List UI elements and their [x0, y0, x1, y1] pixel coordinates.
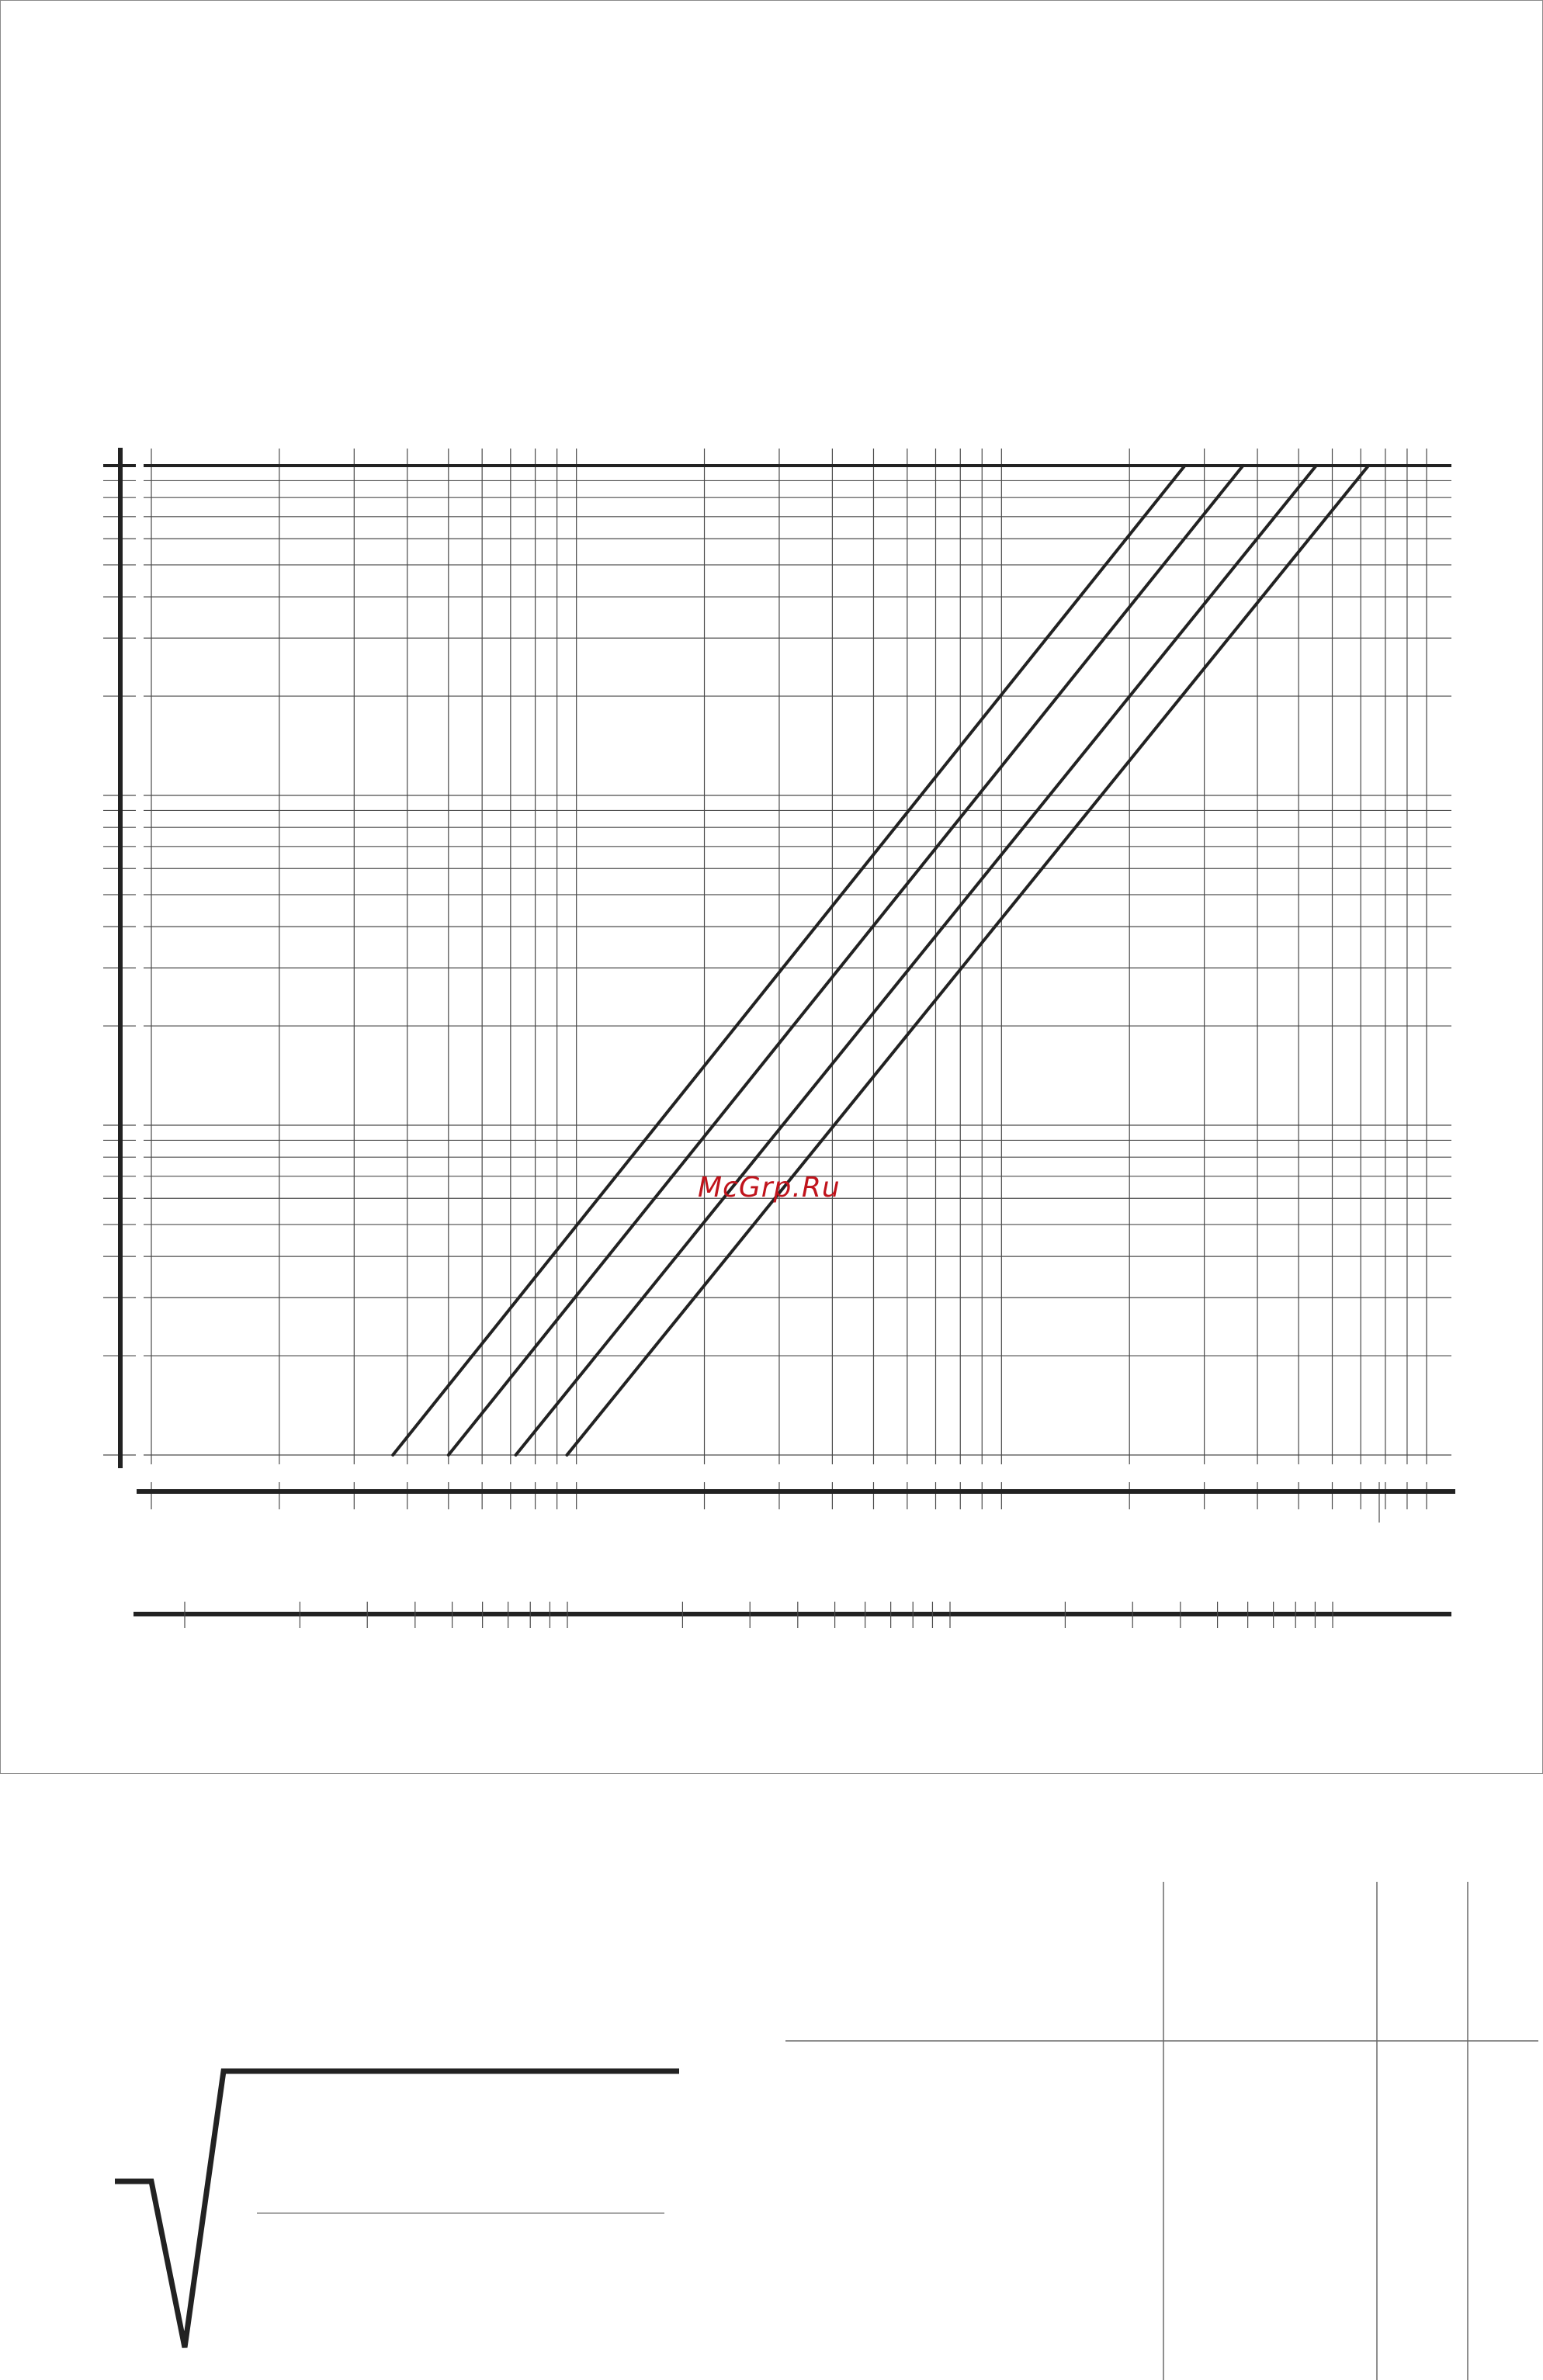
series-line-2 [449, 466, 1243, 1455]
lower-figure [0, 1785, 1543, 2380]
watermark-text: McGrp.Ru [698, 1172, 841, 1204]
radical-sign-icon [115, 2071, 679, 2347]
grid [144, 449, 1451, 1464]
series-line-4 [567, 466, 1368, 1455]
series-line-1 [393, 466, 1184, 1455]
series-lines [393, 466, 1368, 1455]
series-line-3 [516, 466, 1316, 1455]
